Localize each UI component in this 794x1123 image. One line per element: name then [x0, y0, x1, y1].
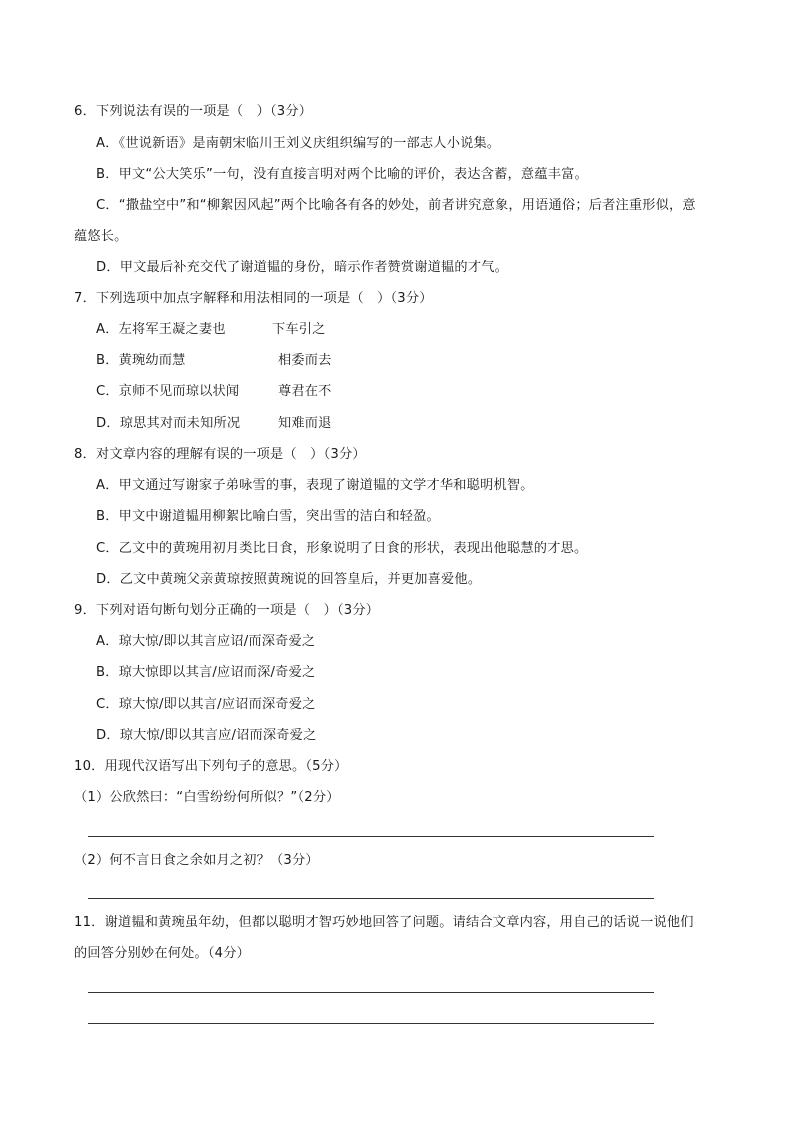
q6-option-b: B．甲文“公大笑乐”一句，没有直接言明对两个比喻的评价，表达含蓄，意蕴丰富。 [96, 167, 588, 182]
q8-option-c: C．乙文中的黄琬用初月类比日食，形象说明了日食的形状，表现出他聪慧的才思。 [96, 541, 588, 556]
q11-stem-line-2: 的回答分别妙在何处。（4分） [74, 946, 251, 961]
q9-option-d: D．琼大惊/即以其言应/诏而深奇爱之 [96, 728, 317, 743]
q7-option-c-left: C．京师不见而琼以状闻 [96, 384, 240, 399]
q7-stem: 7．下列选项中加点字解释和用法相同的一项是（ ）（3分） [74, 291, 433, 306]
q7-option-b-left: B．黄琬幼而慧 [96, 353, 186, 368]
q11-stem-line-1: 11．谢道韫和黄琬虽年幼，但都以聪明才智巧妙地回答了问题。请结合文章内容，用自己的话说一说他们 [74, 915, 694, 930]
q10-sentence-1: （1）公欣然曰：“白雪纷纷何所似？”（2分） [74, 790, 340, 805]
q9-option-a: A．琼大惊/即以其言应诏/而深奇爱之 [96, 634, 316, 649]
q8-stem: 8．对文章内容的理解有误的一项是（ ）（3分） [74, 447, 366, 462]
q7-option-c-right: 尊君在不 [278, 384, 332, 399]
q11-answer-line-2[interactable] [88, 1023, 654, 1024]
q7-option-a-left: A．左将军王凝之妻也 [96, 322, 226, 337]
q6-option-c: C．“撒盐空中”和“柳絮因风起”两个比喻各有各的妙处，前者讲究意象，用语通俗；后者注重形似，意 [96, 198, 696, 213]
q6-stem: 6．下列说法有误的一项是（ ）（3分） [74, 104, 313, 119]
q7-option-d-right: 知难而退 [278, 416, 332, 431]
q7-option-b-right: 相委而去 [278, 353, 332, 368]
q9-option-b: B．琼大惊即以其言/应诏而深/奇爱之 [96, 665, 316, 680]
q9-stem: 9．下列对语句断句划分正确的一项是（ ）（3分） [74, 603, 380, 618]
q6-option-c-continued: 蕴悠长。 [74, 229, 128, 244]
q11-answer-line-1[interactable] [88, 992, 654, 993]
q8-option-a: A．甲文通过写谢家子弟咏雪的事，表现了谢道韫的文学才华和聪明机智。 [96, 478, 534, 493]
q7-option-d-left: D．琼思其对而未知所况 [96, 416, 241, 431]
q10-stem: 10．用现代汉语写出下列句子的意思。（5分） [74, 759, 348, 774]
q8-option-d: D．乙文中黄琬父亲黄琼按照黄琬说的回答皇后，并更加喜爱他。 [96, 572, 482, 587]
q6-option-a: A．《世说新语》是南朝宋临川王刘义庆组织编写的一部志人小说集。 [96, 136, 501, 151]
q10-answer-line-2[interactable] [88, 898, 654, 899]
q10-answer-line-1[interactable] [88, 836, 654, 837]
q10-sentence-2: （2）何不言日食之余如月之初？（3分） [74, 853, 319, 868]
q6-option-d: D．甲文最后补充交代了谢道韫的身份，暗示作者赞赏谢道韫的才气。 [96, 260, 508, 275]
q9-option-c: C．琼大惊/即以其言/应诏而深奇爱之 [96, 697, 316, 712]
q8-option-b: B．甲文中谢道韫用柳絮比喻白雪，突出雪的洁白和轻盈。 [96, 509, 440, 524]
q7-option-a-right: 下车引之 [272, 322, 326, 337]
